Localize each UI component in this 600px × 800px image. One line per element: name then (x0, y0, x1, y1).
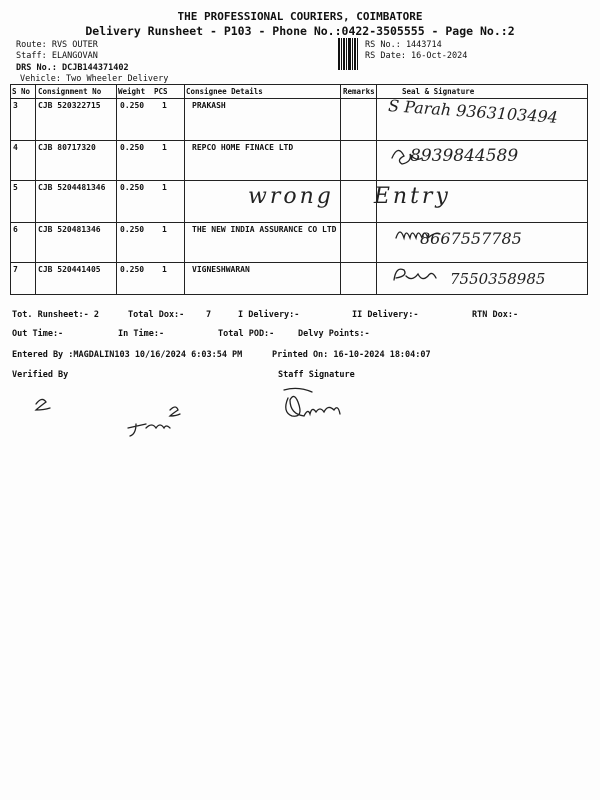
row-consignee: REPCO HOME FINACE LTD (192, 143, 294, 152)
row-consignment: CJB 80717320 (38, 143, 96, 152)
row-sno: 5 (13, 183, 18, 192)
row-signature: 7550358985 (450, 270, 546, 288)
row-consignee: THE NEW INDIA ASSURANCE CO LTD (192, 225, 337, 234)
header-weight: Weight (118, 87, 146, 96)
row-pcs: 1 (162, 225, 167, 234)
row-sno: 6 (13, 225, 18, 234)
header-consignee: Consignee Details (186, 87, 263, 96)
row-weight: 0.250 (120, 143, 145, 152)
row-consignment: CJB 520441405 (38, 265, 101, 274)
entered-by: Entered By :MAGDALIN103 10/16/2024 6:03:54 PM (12, 350, 243, 360)
verified-by: Verified By (12, 370, 69, 380)
drs-number: DRS No.: DCJB144371402 (16, 63, 129, 73)
row-pcs: 1 (162, 265, 167, 274)
header-seal: Seal & Signature (402, 87, 475, 96)
row-consignment: CJB 520322715 (38, 101, 101, 110)
staff-signature-label: Staff Signature (278, 370, 355, 380)
rs-number: RS No.: 1443714 (365, 40, 442, 50)
row-consignment: CJB 5204481346 (38, 183, 106, 192)
in-time: In Time:- (118, 329, 165, 339)
total-dox-value: 7 (206, 310, 212, 320)
header-pcs: PCS (154, 87, 168, 96)
delvy-points: Delvy Points:- (298, 329, 370, 339)
total-dox: Total Dox:- (128, 310, 185, 320)
header-consignment: Consignment No (38, 87, 102, 96)
row-signature: 8939844589 (410, 146, 519, 166)
out-time: Out Time:- (12, 329, 64, 339)
row-weight: 0.250 (120, 183, 145, 192)
row-consignment: CJB 520481346 (38, 225, 101, 234)
row-signature: S Parah 9363103494 (387, 96, 559, 127)
rs-date: RS Date: 16-Oct-2024 (365, 51, 468, 61)
printed-on: Printed On: 16-10-2024 18:04:07 (272, 350, 431, 360)
row-consignee: VIGNESHWARAN (192, 265, 250, 274)
row-weight: 0.250 (120, 101, 145, 110)
header-sno: S No (12, 87, 31, 96)
row-pcs: 1 (162, 101, 167, 110)
ii-delivery: II Delivery:- (352, 310, 419, 320)
row-signature: 8667557785 (420, 229, 522, 248)
row-consignee: PRAKASH (192, 101, 226, 110)
i-delivery: I Delivery:- (238, 310, 300, 320)
row-pcs: 1 (162, 143, 167, 152)
staff-label: Staff: ELANGOVAN (16, 51, 98, 61)
row-sno: 7 (13, 265, 18, 274)
row-pcs: 1 (162, 183, 167, 192)
company-title: THE PROFESSIONAL COURIERS, COIMBATORE (177, 10, 423, 23)
runsheet-subtitle: Delivery Runsheet - P103 - Phone No.:0422-3505555 - Page No.:2 (85, 24, 515, 38)
row-sno: 3 (13, 101, 18, 110)
total-pod: Total POD:- (218, 329, 275, 339)
header-remarks: Remarks (343, 87, 375, 96)
rtn-dox: RTN Dox:- (472, 310, 519, 320)
row-weight: 0.250 (120, 265, 145, 274)
route-label: Route: RVS OUTER (16, 40, 98, 50)
vehicle-label: Vehicle: Two Wheeler Delivery (20, 74, 169, 84)
row-signature: wrong Entry (248, 184, 451, 209)
tot-runsheet: Tot. Runsheet:- 2 (12, 310, 99, 320)
row-weight: 0.250 (120, 225, 145, 234)
row-sno: 4 (13, 143, 18, 152)
